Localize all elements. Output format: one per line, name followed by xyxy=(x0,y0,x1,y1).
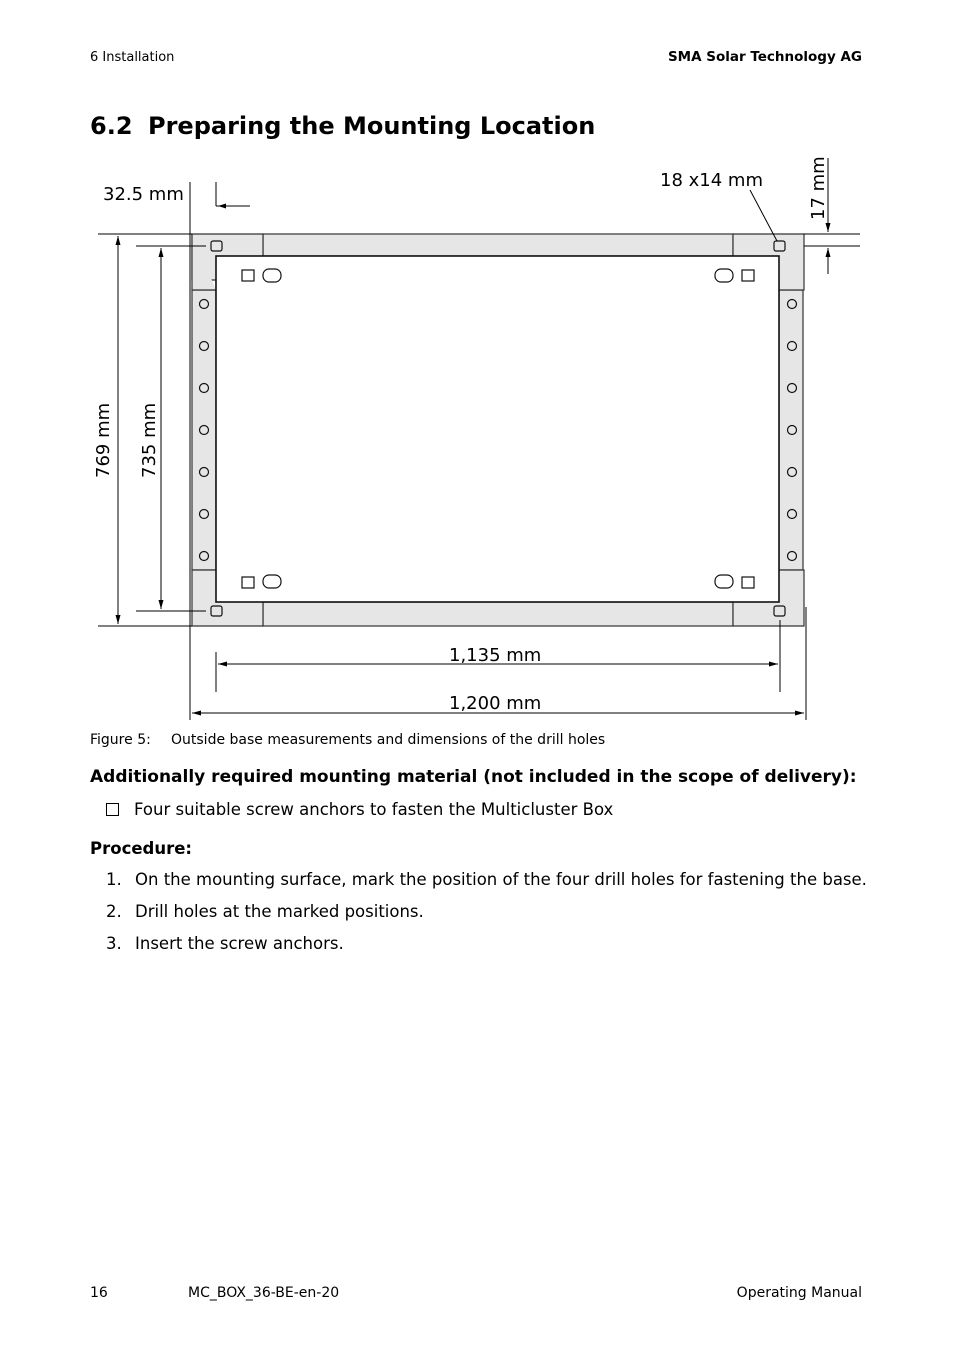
material-heading: Additionally required mounting material (not included in the scope of delivery): xyxy=(90,767,857,787)
dim-offset-label: 32.5 mm xyxy=(103,184,184,205)
checkbox-icon xyxy=(106,803,119,816)
step-text: Insert the screw anchors. xyxy=(135,934,344,953)
figure-caption-text: Outside base measurements and dimensions of the drill holes xyxy=(171,732,606,748)
material-item-text: Four suitable screw anchors to fasten the Multicluster Box xyxy=(134,800,614,819)
footer-page-number: 16 xyxy=(90,1285,108,1301)
right-rail xyxy=(779,290,803,570)
top-rail xyxy=(263,234,733,256)
step-number: 3. xyxy=(106,934,122,953)
footer-doc-type: Operating Manual xyxy=(736,1285,862,1301)
dim-outer-height-label: 769 mm xyxy=(93,402,114,478)
procedure-step xyxy=(106,934,867,966)
bottom-rail xyxy=(263,602,733,626)
procedure-heading: Procedure: xyxy=(90,839,193,858)
procedure-steps xyxy=(106,870,867,966)
step-number: 1. xyxy=(106,870,122,889)
dim-hole-size-label: 18 x14 mm xyxy=(660,170,763,191)
inner-opening xyxy=(216,256,779,602)
footer-doc-id: MC_BOX_36-BE-en-20 xyxy=(188,1285,340,1301)
mounting-base-figure xyxy=(88,152,868,727)
material-list-item xyxy=(106,800,613,819)
procedure-step xyxy=(106,902,867,934)
figure-caption-label: Figure 5: xyxy=(90,732,151,748)
dim-inner-width-label: 1,135 mm xyxy=(449,645,542,666)
section-number: 6.2 xyxy=(90,112,133,140)
dim-outer-width-label: 1,200 mm xyxy=(449,693,542,714)
header-section: 6 Installation xyxy=(90,50,175,65)
header-company: SMA Solar Technology AG xyxy=(667,49,862,65)
dim-hole-offset-label: 17 mm xyxy=(808,156,829,220)
step-text: On the mounting surface, mark the position of the four drill holes for fastening the base. xyxy=(135,870,867,889)
figure-caption xyxy=(90,732,605,748)
step-text: Drill holes at the marked positions. xyxy=(135,902,424,921)
section-title: Preparing the Mounting Location xyxy=(148,112,596,140)
dim-inner-height-label: 735 mm xyxy=(139,402,160,478)
procedure-step xyxy=(106,870,867,902)
left-rail xyxy=(192,290,216,570)
base-frame xyxy=(192,234,804,626)
section-heading xyxy=(90,112,595,140)
step-number: 2. xyxy=(106,902,122,921)
